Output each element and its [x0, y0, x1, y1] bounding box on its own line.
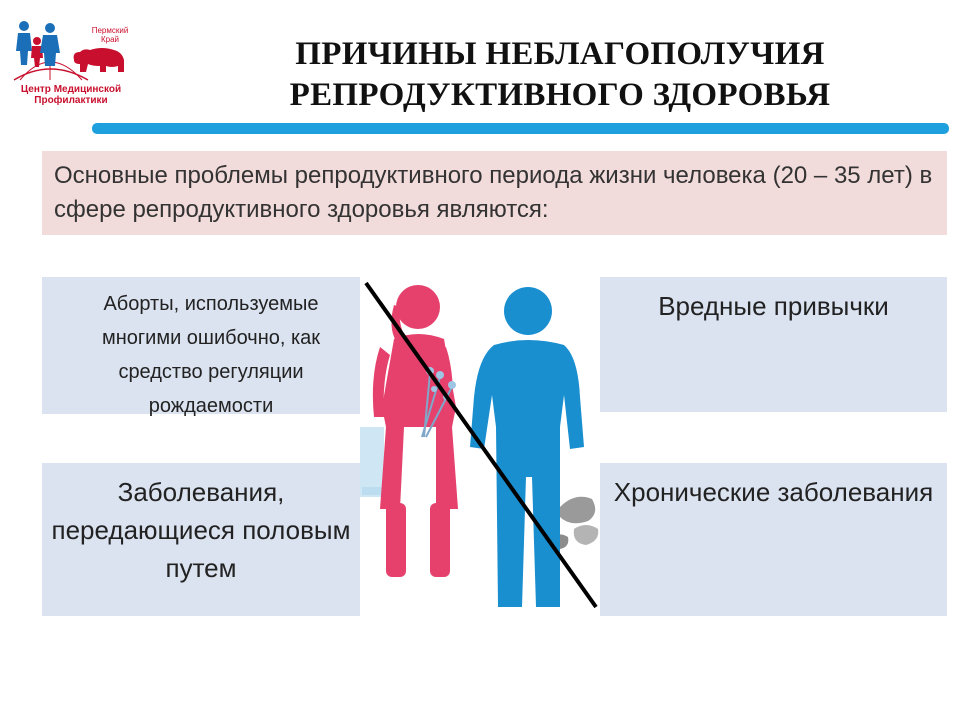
man-figure: [470, 287, 584, 607]
logo-caption-line2: Профилактики: [34, 95, 108, 106]
logo-caption-line1: Центр Медицинской: [20, 84, 122, 95]
cause-box-bad-habits: Вредные привычки: [600, 277, 947, 412]
title-underline: [92, 123, 949, 134]
couple-crossed-out-icon: [360, 277, 600, 617]
cause-box-sti: Заболевания, передающиеся половым путем: [42, 463, 360, 616]
logo-region: Пермский Край: [91, 26, 129, 44]
intro-text: Основные проблемы репродуктивного периода жизни человека (20 – 35 лет) в сфере репродуктивного здоровья являются:: [42, 151, 947, 235]
bear-icon: [68, 42, 128, 82]
logo: [10, 14, 128, 114]
title-line1: ПРИЧИНЫ НЕБЛАГОПОЛУЧИЯ: [295, 36, 825, 72]
illustration: [360, 277, 600, 622]
page-title: [190, 34, 930, 116]
logo-caption: [10, 84, 132, 106]
title-line2: РЕПРОДУКТИВНОГО ЗДОРОВЬЯ: [289, 77, 831, 113]
woman-figure: [373, 285, 458, 577]
cause-box-abortions: Аборты, используемые многими ошибочно, как средство регуляции рождаемости: [42, 277, 360, 414]
cause-box-chronic-diseases: Хронические заболевания: [600, 463, 947, 616]
